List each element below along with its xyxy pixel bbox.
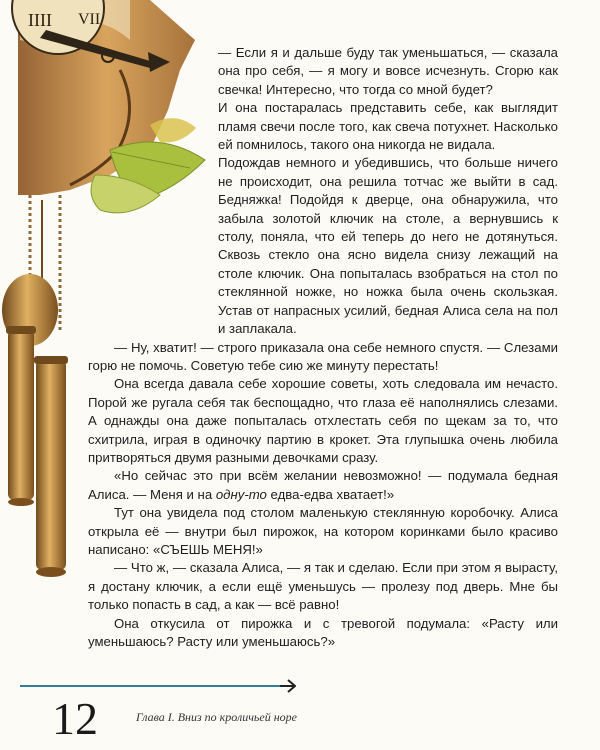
paragraph: Она откусила от пирожка и с тревогой подумала: «Расту или уменьшаюсь? Расту или уменьшаюсь?»: [88, 615, 558, 649]
svg-text:IIII: IIII: [28, 10, 52, 30]
clock-weight: [36, 360, 66, 570]
paragraph: — Что ж, — сказала Алиса, — я так и сделаю. Если при этом я вырасту, я достану ключик, а если ещё уменьшусь — пролезу под дверь. Мне бы только попасть в сад, а как — всё равно!: [88, 560, 558, 613]
emphasis: одну-то: [215, 486, 267, 502]
paragraph: Тут она увидела под столом маленькую стеклянную коробочку. Алиса открыла её — внутри был пирожок, на котором коринками было красиво написано: «СЪЕШЬ МЕНЯ!»: [88, 505, 558, 557]
paragraph: Подождав немного и убедившись, что больше ничего не происходит, она решила тотчас же выйти в сад. Бедняжка! Подойдя к дверце, она обнаружила, что забыла золотой ключик на столе, а вернувшись к столу, поняла, что ей теперь до него не дотянуться. Сквозь стекло она ясно видела снизу лежащий на столе ключик. Она попыталась взобраться на стол по стеклянной ножке, но ножка была очень скользкая. Устав от напрасных усилий, бедная Алиса села на пол и заплакала.: [218, 155, 558, 337]
footer-rule: [20, 685, 288, 687]
page-number: 12: [52, 693, 98, 744]
text-run: «Но сейчас это при всём желании невозможно! — подумала бедная Алиса. — Меня и на: [88, 468, 558, 502]
running-head: Глава I. Вниз по кроличьей норе: [136, 710, 297, 724]
svg-text:VII: VII: [78, 11, 101, 28]
page-text: [88, 44, 558, 651]
text-run: едва-едва хватает!»: [266, 486, 395, 502]
paragraph: — Если я и дальше буду так уменьшаться, — сказала она про себя, — я могу и вовсе исчезнуть. Сгорю как свечка! Интересно, что тогда со мной будет?: [218, 45, 558, 97]
clock-weight: [8, 330, 34, 500]
paragraph: [88, 467, 558, 504]
paragraph: И она постаралась представить себе, как выглядит пламя свечи после того, как свеча потухнет. Насколько ей помнилось, такого она никогда не видала.: [218, 100, 558, 153]
paragraph: — Ну, хватит! — строго приказала она себе немного спустя. — Слезами горю не помочь. Советую тебе сию же минуту перестать!: [88, 339, 558, 373]
arrow-right-icon: [280, 679, 296, 693]
paragraph: Она всегда давала себе хорошие советы, хоть следовала им нечасто. Порой же ругала себя так беспощадно, что глаза её наполнялись слезами. А однажды она даже попыталась отхлестать себя по щекам за то, что схитрила, играя в одиночку партию в крокет. Эта глупышка очень любила притворяться двумя разными девочками сразу.: [88, 376, 558, 465]
